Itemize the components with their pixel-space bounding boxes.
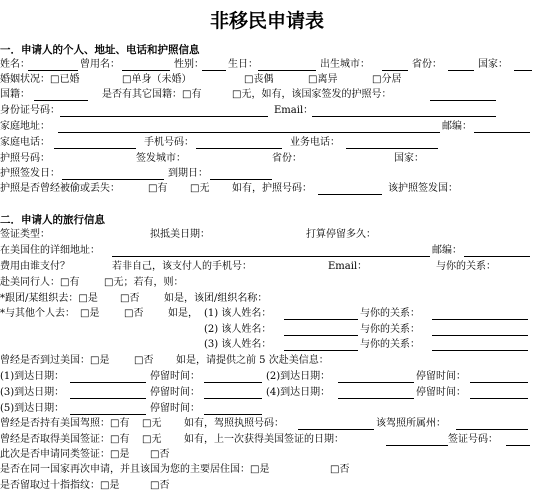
same-country-no-option[interactable]: □否 (330, 464, 350, 475)
visit-4-arrival-field[interactable] (338, 386, 414, 399)
gender-field[interactable] (202, 58, 226, 71)
line-fingerprints (0, 479, 534, 493)
visit-3-stay-field[interactable] (204, 386, 262, 399)
group-name-label: 如是，该团/组织名称： (164, 293, 268, 304)
line-companion-1 (0, 307, 534, 321)
section-2-heading: 二．申请人的旅行信息 (0, 214, 105, 226)
fingerprints-yes-option[interactable]: 是否留取过十指指纹：□是 (0, 480, 120, 491)
home-phone-label: 家庭电话： (0, 137, 50, 148)
individual-travel-no-option[interactable]: □否 (124, 308, 144, 319)
birth-country-label: 国家： (478, 59, 508, 70)
previous-visits-instruction: 如是，请提供之前 5 次赴美信息： (176, 355, 329, 366)
line-previous-visits (0, 354, 534, 368)
visit-3-stay-label: 停留时间： (150, 387, 200, 398)
home-address-field[interactable] (58, 120, 440, 133)
companion-3-name-field[interactable] (284, 338, 358, 351)
us-postal-code-field[interactable] (464, 244, 530, 257)
email-field[interactable] (312, 104, 496, 117)
payer-label: 费用由谁支付？ (0, 261, 70, 272)
id-number-field[interactable] (60, 104, 268, 117)
line-us-license (0, 417, 534, 431)
expiry-date-field[interactable] (210, 167, 272, 180)
lost-passport-number-label: 如有，护照号码： (232, 183, 312, 194)
issue-date-label: 护照签发日： (0, 168, 60, 179)
visa-number-field[interactable] (506, 433, 530, 446)
companions-yes-option[interactable]: 赴美同行人：□有 (0, 277, 80, 288)
same-country-yes-option[interactable]: 是否在同一国家再次申请，并且该国为您的主要居住国：□是 (0, 464, 270, 475)
nationality-label: 国籍： (0, 89, 30, 100)
arrival-date-label: 拟抵美日期： (150, 229, 210, 240)
companion-2-relation-field[interactable] (432, 323, 528, 336)
name-label: 姓名： (0, 59, 30, 70)
visit-4-arrival-label: (4)到达日期： (266, 387, 331, 398)
passport-number-label: 护照号码： (0, 153, 50, 164)
license-number-field[interactable] (298, 417, 374, 430)
mobile-label: 手机号码： (144, 137, 194, 148)
passport-lost-no-option[interactable]: □无 (190, 183, 210, 194)
line-id-email (0, 104, 534, 118)
last-visa-date-label: 如有，上一次获得美国签证的日期： (184, 434, 344, 445)
form-title: 非移民申请表 (209, 10, 324, 32)
line-passport-dates (0, 167, 534, 181)
marital-widowed-option[interactable]: □丧偶 (244, 74, 274, 85)
license-state-label: 该驾照所属州： (376, 418, 446, 429)
business-phone-field[interactable] (346, 136, 438, 149)
visit-2-stay-field[interactable] (470, 370, 528, 383)
issue-province-label: 省份： (272, 153, 302, 164)
previous-visit-yes-option[interactable]: 曾经是否到过美国：□是 (0, 355, 110, 366)
birthday-field[interactable] (258, 58, 316, 71)
line-previous-visa (0, 433, 534, 447)
passport-lost-yes-option[interactable]: □有 (148, 183, 168, 194)
home-address-label: 家庭地址： (0, 121, 50, 132)
companion-3-relation-field[interactable] (432, 338, 528, 351)
postal-code-field[interactable] (474, 120, 530, 133)
line-visit-5 (0, 402, 534, 416)
visit-2-stay-label: 停留时间： (416, 371, 466, 382)
former-name-field[interactable] (122, 58, 170, 71)
id-number-label: 身份证号码： (0, 105, 60, 116)
companion-1-relation-label: 与你的关系： (360, 308, 420, 319)
individual-travel-label: *与其他个人去： (0, 308, 75, 319)
line-name-info (0, 58, 534, 72)
business-phone-label: 业务电话： (290, 137, 340, 148)
lost-passport-country-label: 该护照签发国： (388, 183, 458, 194)
companion-2-name-label: (2) 该人姓名： (204, 324, 272, 335)
visit-3-arrival-field[interactable] (70, 386, 146, 399)
issue-country-label: 国家： (394, 153, 424, 164)
former-name-label: 曾用名： (80, 59, 120, 70)
marital-married-option[interactable]: 婚姻状况：□已婚 (0, 74, 80, 85)
us-license-yes-option[interactable]: 曾经是否持有美国驾照：□有 (0, 418, 130, 429)
lost-passport-number-field[interactable] (318, 182, 382, 195)
companions-no-option[interactable]: □无；若有，则： (104, 277, 184, 288)
email-label: Email： (274, 105, 314, 116)
payer-relation-label: 与你的关系： (436, 261, 496, 272)
companion-1-name-label: (1) 该人姓名： (204, 308, 272, 319)
license-number-label: 如有，驾照执照号码： (184, 418, 284, 429)
same-visa-yes-option[interactable]: 此次是否申请同类签证：□是 (0, 449, 130, 460)
line-marital-status (0, 73, 534, 87)
visit-5-arrival-label: (5)到达日期： (0, 403, 65, 414)
line-passport (0, 152, 534, 166)
previous-visa-no-option[interactable]: □无 (142, 434, 162, 445)
gender-label: 性别： (174, 59, 204, 70)
license-state-field[interactable] (456, 417, 528, 430)
visa-number-label: 签证号码： (448, 434, 498, 445)
line-group-travel (0, 292, 534, 306)
home-phone-field[interactable] (54, 136, 136, 149)
companion-1-relation-field[interactable] (432, 307, 528, 320)
us-address-field[interactable] (112, 244, 430, 257)
visit-5-arrival-field[interactable] (70, 402, 146, 415)
line-home-address (0, 120, 534, 134)
line-passport-lost (0, 182, 534, 196)
visit-1-stay-field[interactable] (204, 370, 262, 383)
visit-5-stay-label: 停留时间： (150, 403, 200, 414)
individual-travel-yes-option[interactable]: □是 (80, 308, 100, 319)
line-same-country (0, 463, 534, 477)
birth-city-label: 出生城市： (320, 59, 370, 70)
same-visa-no-option[interactable]: □否 (150, 449, 170, 460)
visit-5-stay-field[interactable] (204, 402, 262, 415)
line-companions (0, 276, 534, 290)
line-companion-3 (0, 338, 534, 352)
visit-4-stay-label: 停留时间： (416, 387, 466, 398)
nationality-field[interactable] (34, 88, 88, 101)
birth-province-label: 省份： (412, 59, 442, 70)
line-us-address (0, 244, 534, 258)
visa-type-label: 签证类型： (0, 229, 50, 240)
other-passport-number-field[interactable] (430, 88, 496, 101)
birthday-label: 生日： (228, 59, 258, 70)
line-visa-type (0, 228, 534, 242)
line-payer (0, 260, 534, 274)
companion-3-name-label: (3) 该人姓名： (204, 339, 272, 350)
us-address-label: 在美国住的详细地址： (0, 245, 100, 256)
last-visa-date-field[interactable] (386, 433, 448, 446)
other-nationality-no-option[interactable]: □无，如有，该国家签发的护照号： (232, 89, 392, 100)
individual-travel-if-yes-label: 如是， (168, 308, 198, 319)
line-nationality (0, 88, 534, 102)
visit-1-arrival-field[interactable] (70, 370, 146, 383)
marital-separated-option[interactable]: □分居 (372, 74, 402, 85)
birth-country-field[interactable] (514, 58, 532, 71)
stay-duration-label: 打算停留多久： (306, 229, 376, 240)
visit-3-arrival-label: (3)到达日期： (0, 387, 65, 398)
line-visits-1-2 (0, 370, 534, 384)
line-visits-3-4 (0, 386, 534, 400)
line-same-visa (0, 448, 534, 462)
companion-1-name-field[interactable] (284, 307, 358, 320)
expiry-date-label: 到期日： (168, 168, 208, 179)
visit-4-stay-field[interactable] (470, 386, 528, 399)
group-travel-no-option[interactable]: □否 (120, 293, 140, 304)
visit-1-arrival-label: (1)到达日期： (0, 371, 65, 382)
visit-2-arrival-label: (2)到达日期： (266, 371, 331, 382)
mobile-field[interactable] (196, 136, 282, 149)
visit-2-arrival-field[interactable] (338, 370, 414, 383)
name-field[interactable] (28, 58, 78, 71)
birth-province-field[interactable] (448, 58, 474, 71)
line-companion-2 (0, 323, 534, 337)
payer-email-label: Email： (328, 261, 368, 272)
issue-date-field[interactable] (62, 167, 164, 180)
fingerprints-no-option[interactable]: □否 (150, 480, 170, 491)
issue-city-label: 签发城市： (136, 153, 186, 164)
passport-lost-label: 护照是否曾经被偷或丢失： (0, 183, 120, 194)
previous-visa-yes-option[interactable]: 曾经是否取得美国签证：□有 (0, 434, 130, 445)
visit-1-stay-label: 停留时间： (150, 371, 200, 382)
line-phones (0, 136, 534, 150)
postal-code-label: 邮编： (442, 121, 472, 132)
marital-divorced-option[interactable]: □离异 (308, 74, 338, 85)
us-postal-code-label: 邮编： (432, 245, 462, 256)
companion-3-relation-label: 与你的关系： (360, 339, 420, 350)
group-travel-yes-option[interactable]: *跟团/某组织去：□是 (0, 293, 98, 304)
us-license-no-option[interactable]: □无 (142, 418, 162, 429)
companion-2-name-field[interactable] (284, 323, 358, 336)
payer-phone-label: 若非自己，该支付人的手机号： (112, 261, 252, 272)
companion-2-relation-label: 与你的关系： (360, 324, 420, 335)
section-1-heading: 一．申请人的个人、地址、电话和护照信息 (0, 44, 200, 56)
previous-visit-no-option[interactable]: □否 (134, 355, 154, 366)
marital-single-option[interactable]: □单身（未婚） (122, 74, 192, 85)
other-nationality-yes-option[interactable]: 是否有其它国籍：□有 (102, 89, 202, 100)
birth-city-field[interactable] (382, 58, 408, 71)
